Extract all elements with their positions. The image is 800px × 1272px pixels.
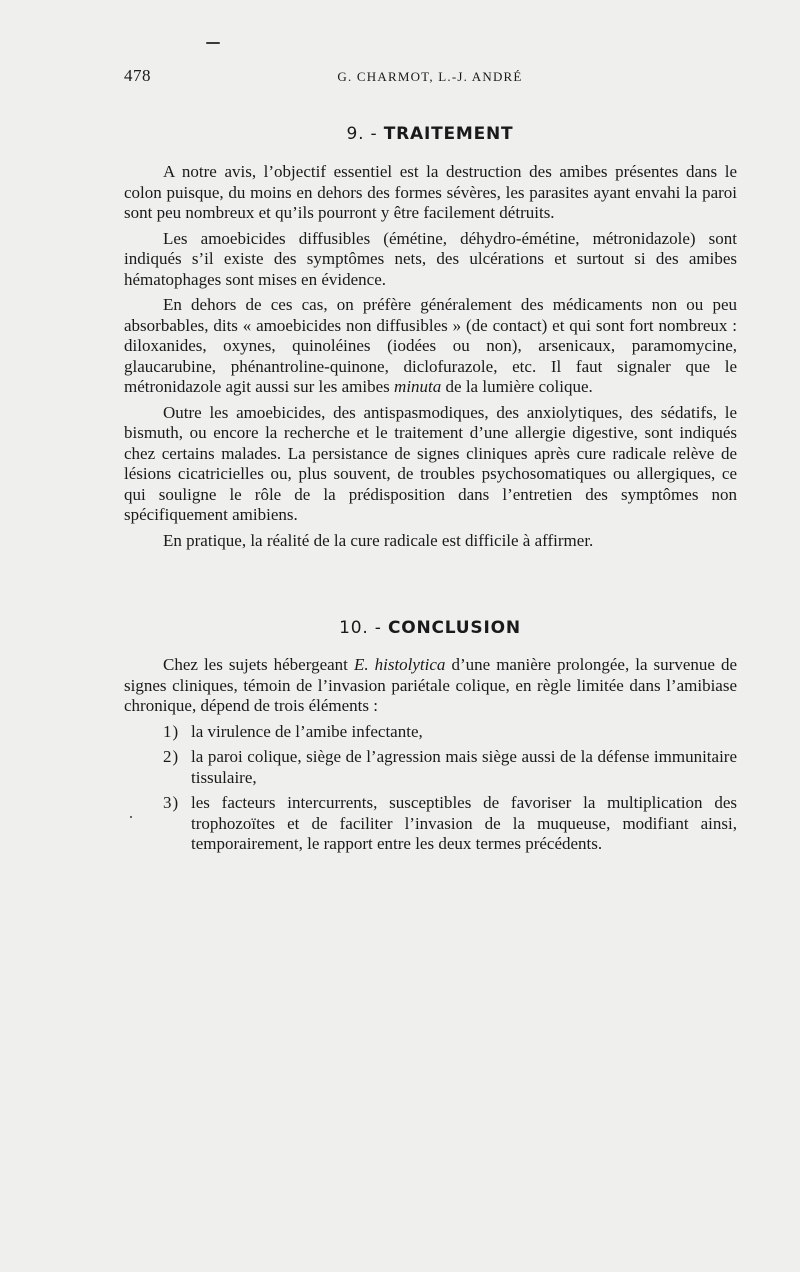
section-number: 9. - <box>346 124 378 144</box>
paragraph: A notre avis, l’objectif essentiel est la destruction des amibes présentes dans le colon puisque, du moins en dehors des formes sévères, les parasites ayant envahi la paroi sont peu nombreux et qu’ils pourront y être facilement détruits. <box>124 162 737 222</box>
paragraph: Outre les amoebicides, des antispasmodiques, des anxiolytiques, des sédatifs, le bismuth, ou encore la recherche et le traitement d’une allergie digestive, sont indiqués chez certains malades. La persistance de signes cliniques après cure radicale relève de lésions cicatricielles ou, plus souvent, de troubles psychosomatiques ou allergiques, ce qui souligne le rôle de la prédisposition dans l’entretien des symptômes non spécifiquement amibiens. <box>124 402 737 524</box>
paragraph <box>124 295 737 398</box>
section-number: 10. - <box>339 618 382 638</box>
section-heading-conclusion <box>124 618 736 638</box>
list-item-text: la virulence de l’amibe infectante, <box>191 721 423 741</box>
scan-speck <box>130 816 132 818</box>
paragraph-text: Chez les sujets hébergeant <box>163 655 354 674</box>
running-head: G. CHARMOT, L.-J. ANDRÉ <box>337 69 523 84</box>
list-marker: 3) <box>163 793 180 812</box>
list-item-text: les facteurs intercurrents, susceptibles de favoriser la multiplication des trophozoïtes et de faciliter l’invasion de la muqueuse, modifiant ainsi, temporairement, le rapport entre les deux termes précédents. <box>191 793 737 853</box>
section-heading-traitement <box>124 124 736 144</box>
list-item-text: la paroi colique, siège de l’agression mais siège aussi de la défense immunitaire tissulaire, <box>191 747 737 787</box>
section-title: TRAITEMENT <box>383 124 514 144</box>
section-body-traitement <box>124 162 737 551</box>
paragraph-text: de la lumière colique. <box>441 377 593 396</box>
italic-term: minuta <box>394 377 442 396</box>
list-item <box>124 793 737 855</box>
numbered-list <box>124 722 737 855</box>
page-header <box>124 66 736 88</box>
paragraph-text: d’une manière prolongée, la survenue de signes cliniques, témoin de l’invasion pariétale colique, en règle limitée dans l’amibiase chronique, dépend de trois éléments : <box>124 655 737 715</box>
list-item <box>124 747 737 788</box>
section-body-conclusion <box>124 655 737 860</box>
list-marker: 1) <box>163 721 180 741</box>
paragraph: Les amoebicides diffusibles (émétine, déhydro-émétine, métronidazole) sont indiqués s’il existe des symptômes nets, des ulcérations et surtout si des amibes hématophages sont mises en évidence. <box>124 228 737 289</box>
section-title: CONCLUSION <box>387 618 521 638</box>
paragraph-text: En dehors de ces cas, on préfère généralement des médicaments non ou peu absorbables, dits « amoebicides non diffusibles » (de contact) et qui sont fort nombreux : diloxanides, oxynes, quinoléines (iodées ou non), arsenicaux, paramomycine, glaucarubine, phénantroline-quinone, diclofurazole, etc. Il faut signaler que le métronidazole agit aussi sur les amibes <box>124 295 737 396</box>
list-item <box>124 722 737 743</box>
page-number: 478 <box>124 66 151 85</box>
scan-speck <box>206 42 220 44</box>
paragraph <box>124 655 737 717</box>
italic-term: E. histolytica <box>353 655 446 674</box>
list-marker: 2) <box>163 747 180 766</box>
paragraph: En pratique, la réalité de la cure radicale est difficile à affirmer. <box>163 530 594 550</box>
